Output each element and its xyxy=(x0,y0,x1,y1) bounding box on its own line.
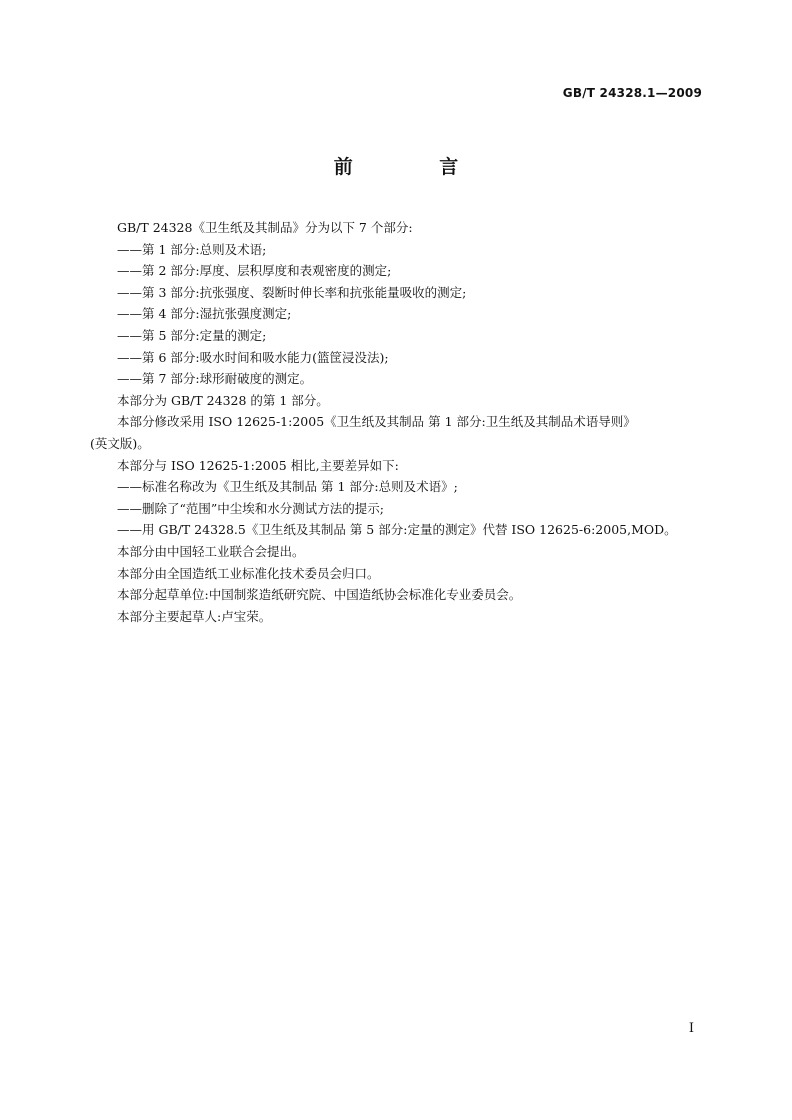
paragraph: 本部分由中国轻工业联合会提出。 xyxy=(117,543,305,559)
paragraph-continuation: (英文版)。 xyxy=(90,435,150,451)
paragraph: 本部分与 ISO 12625-1:2005 相比,主要差异如下: xyxy=(117,457,399,473)
list-item: ——第 7 部分:球形耐破度的测定。 xyxy=(117,371,313,387)
page-number: I xyxy=(688,1021,694,1036)
list-item: ——第 2 部分:厚度、层积厚度和表观密度的测定; xyxy=(117,263,392,279)
paragraph: 本部分为 GB/T 24328 的第 1 部分。 xyxy=(117,392,329,408)
page-title: 前 言 xyxy=(333,156,499,178)
paragraph: 本部分由全国造纸工业标准化技术委员会归口。 xyxy=(117,565,380,581)
foreword-body xyxy=(90,217,702,627)
list-item: ——第 5 部分:定量的测定; xyxy=(117,327,267,343)
list-item: ——第 3 部分:抗张强度、裂断时伸长率和抗张能量吸收的测定; xyxy=(117,284,467,300)
list-item: ——用 GB/T 24328.5《卫生纸及其制品 第 5 部分:定量的测定》代替 ISO 12625-6:2005,MOD。 xyxy=(117,522,677,538)
list-item: ——第 1 部分:总则及术语; xyxy=(117,241,267,257)
list-item: ——第 6 部分:吸水时间和吸水能力(篮筐浸没法); xyxy=(117,349,389,365)
paragraph: 本部分主要起草人:卢宝荣。 xyxy=(117,608,272,624)
list-item: ——第 4 部分:湿抗张强度测定; xyxy=(117,306,292,322)
standard-code: GB/T 24328.1—2009 xyxy=(562,86,702,100)
paragraph: 本部分起草单位:中国制浆造纸研究院、中国造纸协会标准化专业委员会。 xyxy=(117,587,522,603)
list-item: ——删除了“范围”中尘埃和水分测试方法的提示; xyxy=(117,500,384,516)
paragraph: GB/T 24328《卫生纸及其制品》分为以下 7 个部分: xyxy=(117,220,413,235)
paragraph: 本部分修改采用 ISO 12625-1:2005《卫生纸及其制品 第 1 部分:卫生纸及其制品术语导则》 xyxy=(117,414,636,430)
list-item: ——标准名称改为《卫生纸及其制品 第 1 部分:总则及术语》; xyxy=(117,479,458,495)
